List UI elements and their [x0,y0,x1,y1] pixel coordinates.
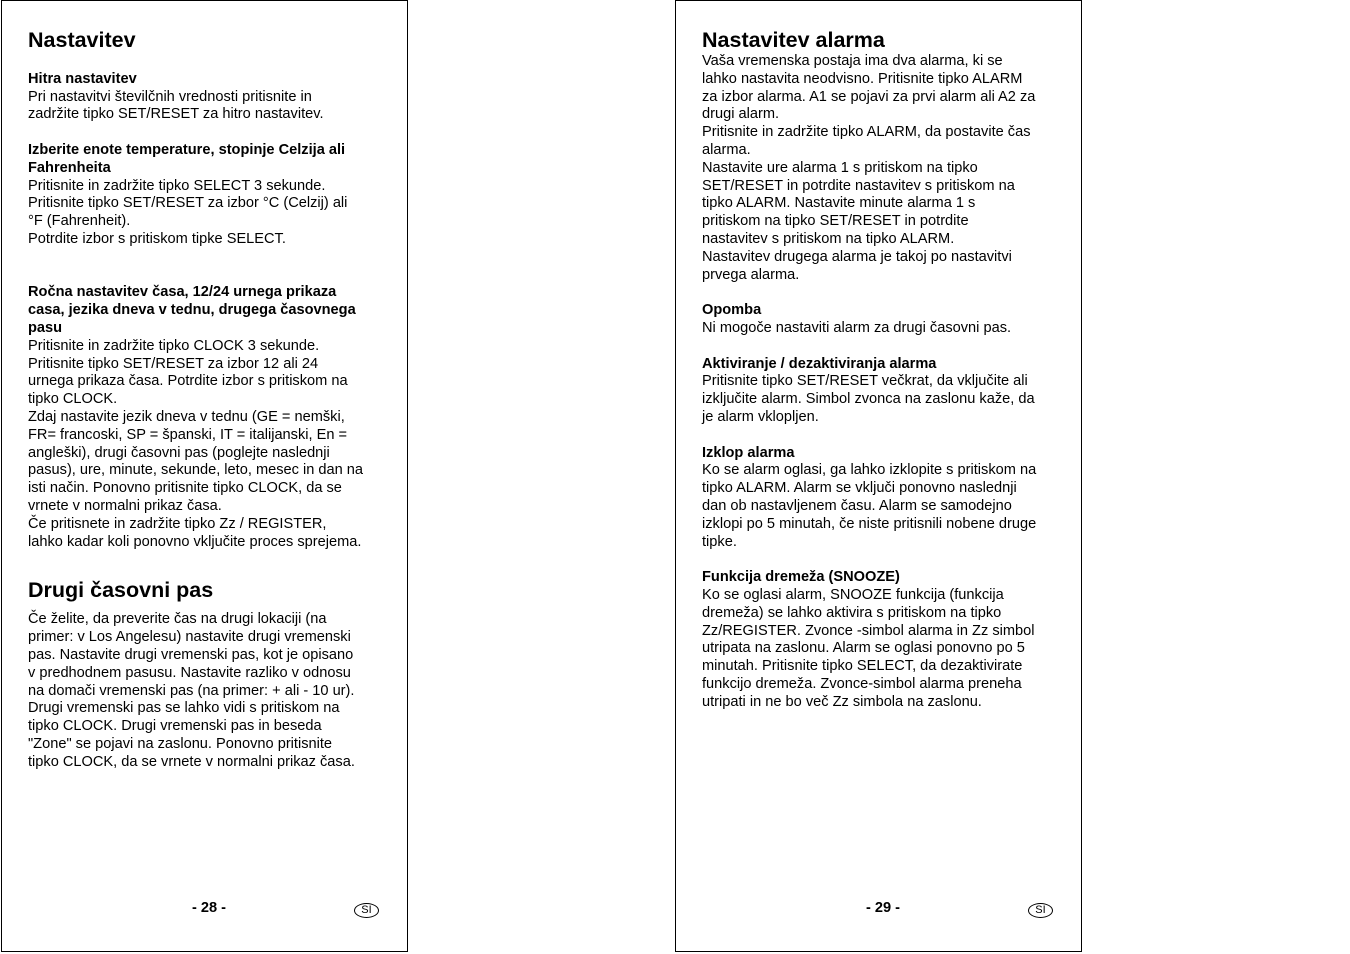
language-badge: SI [354,903,379,918]
section-heading: Opomba [702,302,762,319]
section-body: Pri nastavitvi številčnih vrednosti pritisnite in zadržite tipko SET/RESET za hitro nastavitev. [28,88,324,123]
page-number: - 29 - [865,900,901,916]
section-body: Pritisnite in zadržite tipko SELECT 3 sekunde. Pritisnite tipko SET/RESET za izbor °C (Celzij) ali °F (Fahrenheit). Potrdite izbor s pritiskom tipke SELECT. [28,177,348,247]
section-body: Pritisnite tipko SET/RESET večkrat, da vključite ali izključite alarm. Simbol zvonca na zaslonu kaže, da je alarm vklopljen. [702,373,1035,425]
section-body: Ko se alarm oglasi, ga lahko izklopite s pritiskom na tipko ALARM. Alarm se vključi ponovno naslednji dan ob nastavljenem času. Alarm se samodejno izklopi po 5 minutah, če niste pritisnili nobene druge tipke. [702,462,1037,550]
section-heading: Aktiviranje / dezaktiviranja alarma [702,355,937,372]
section-heading: Izberite enote temperature, stopinje Celzija ali Fahrenheita [28,141,346,176]
section-heading: Hitra nastavitev [28,70,137,87]
page-title: Nastavitev [28,28,136,52]
intro-body: Vaša vremenska postaja ima dva alarma, ki se lahko nastavita neodvisno. Pritisnite tipko ALARM za izbor alarma. A1 se pojavi za prvi alarm ali A2 za drugi alarm. Pritisnite in zadržite tipko ALARM, da postavite čas alarma. Nastavite ure alarma 1 s pritiskom na tipko SET/RESET in potrdite nastavitev s pritiskom na tipko ALARM. Nastavite minute alarma 1 s pritiskom na tipko SET/RESET in potrdite nastavitev s pritiskom na tipko ALARM. Nastavitev drugega alarma je takoj po nastavitvi prvega alarma. [702,53,1036,283]
section-heading: Ročna nastavitev časa, 12/24 urnega prikaza casa, jezika dneva v tednu, drugega časovnega pasu [28,284,356,336]
section-heading: Funkcija dremeža (SNOOZE) [702,569,900,586]
section-body: Ni mogoče nastaviti alarm za drugi časovni pas. [702,319,1012,336]
left-page-content [28,27,390,771]
right-page [675,0,1082,952]
page-title: Nastavitev alarma [702,28,885,52]
left-page [1,0,408,952]
page-number: - 28 - [191,900,227,916]
section-body: Ko se oglasi alarm, SNOOZE funkcija (funkcija dremeža) se lahko aktivira s pritiskom na tipko Zz/REGISTER. Zvonce -simbol alarma in Zz simbol utripata na zaslonu. Alarm se oglasi ponovno po 5 minutah. Pritisnite tipko SELECT, da dezaktivirate funkcijo dremeža. Zvonce-simbol alarma preneha utripati in ne bo več Zz simbola na zaslonu. [702,586,1035,710]
section-heading: Izklop alarma [702,444,795,461]
section-title: Drugi časovni pas [28,578,214,603]
language-badge: SI [1028,903,1053,918]
section-body: Pritisnite in zadržite tipko CLOCK 3 sekunde. Pritisnite tipko SET/RESET za izbor 12 ali 24 urnega prikaza časa. Potrdite izbor s pritiskom na tipko CLOCK. Zdaj nastavite jezik dneva v tednu (GE = nemški, FR= francoski, SP = španski, IT = italijanski, En = angleški), drugi časovni pas (poglejte naslednji pasus), ure, minute, sekunde, leto, mesec in dan na isti način. Ponovno pritisnite tipko CLOCK, da se vrnete v normalni prikaz časa. Če pritisnete in zadržite tipko Zz / REGISTER, lahko kadar koli ponovno vključite proces sprejema. [28,337,364,550]
right-page-content [702,27,1064,711]
section-body: Če želite, da preverite čas na drugi lokaciji (na primer: v Los Angelesu) nastavite drugi vremenski pas. Nastavite drugi vremenski pas, kot je opisano v predhodnem pasusu. Nastavite razliko v odnosu na domači vremenski pas (na primer: + ali - 10 ur). Drugi vremenski pas se lahko vidi s pritiskom na tipko CLOCK. Drugi vremenski pas in beseda "Zone" se pojavi na zaslonu. Ponovno pritisnite tipko CLOCK, da se vrnete v normalni prikaz časa. [28,611,355,770]
